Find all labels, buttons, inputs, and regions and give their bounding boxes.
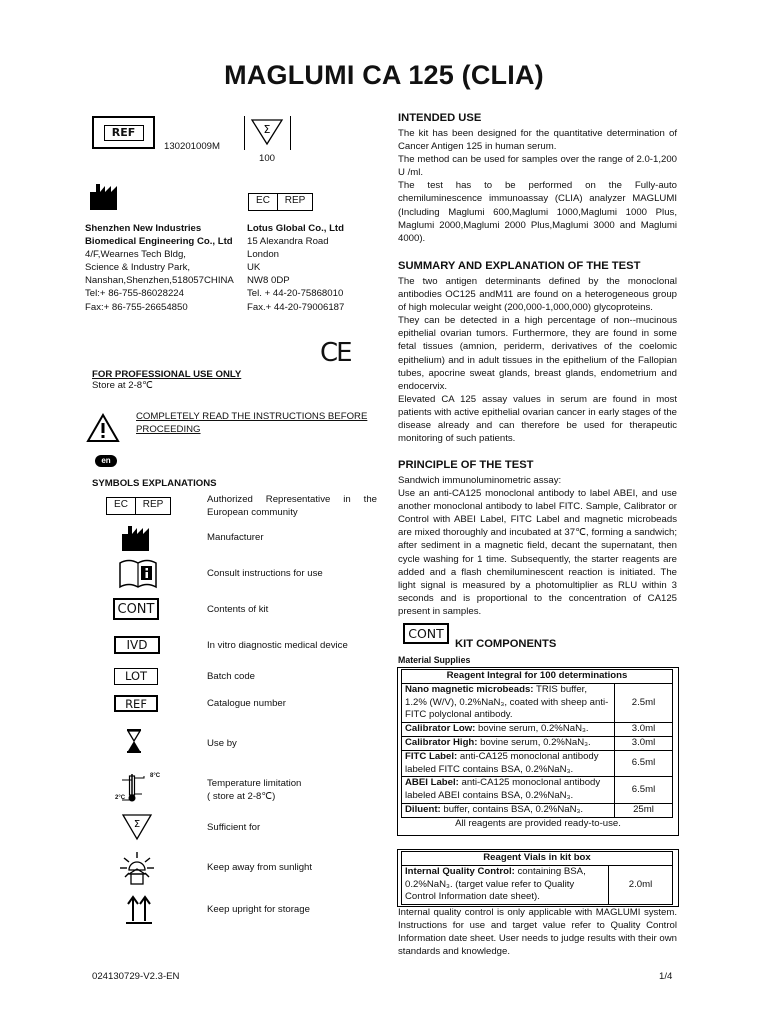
svg-text:Σ: Σ (133, 819, 141, 830)
intended-use-para-1: The kit has been designed for the quantitative determination of Cancer Antigen 125 in human serum. (398, 128, 677, 153)
principle-para-2: Use an anti-CA125 monoclonal antibody to label ABEI, and use another monoclonal antibody to label FITC. Sample, Calibrator or Control with ABEI Label, FITC Label and magnetic microbeads are mixed thoroughly and incubated at 37℃, forming a sandwich; after sediment in a magnetic field, decant the supernatant, then cycle washing for 1 time. Subsequently, the starter reagents are added and a flash chemiluminescent reaction is initiated. The light signal is measured by a photomultiplier as RLU within 3 seconds and is proportional to the concentration of CA125 present in samples. (398, 488, 677, 617)
ec-rep-icon (106, 497, 171, 515)
warning-text: COMPLETELY READ THE INSTRUCTIONS BEFORE PROCEEDING (136, 411, 368, 436)
intended-use-para-3: The test has to be performed on the Fully-auto chemiluminescence immunoassay (CLIA) analyzer MAGLUMI (Including Maglumi 600,Maglumi 1000,Maglumi 1000 Plus, Maglumi 2000,Maglumi 2000 Plus,Maglumi 3000 and Maglumi 4000). (398, 180, 677, 244)
manufacturer-address-1: 4/F,Wearnes Tech Bldg, (85, 249, 186, 261)
reagent-desc: anti-CA125 monoclonal antibody labeled ABEI contains BSA, 0.2%NaN₃. (405, 777, 601, 802)
symbols-heading: SYMBOLS EXPLANATIONS (92, 478, 217, 489)
symbol-desc-sufficient: Sufficient for (207, 822, 261, 833)
manufacturer-address (85, 222, 245, 314)
upright-arrows-icon (124, 893, 154, 925)
ec-rep-symbol (248, 193, 313, 211)
symbol-desc-sunlight: Keep away from sunlight (207, 862, 313, 873)
manufacturer-icon (90, 180, 120, 210)
manufacturer-address-3: Nanshan,Shenzhen,518057CHINA (85, 275, 234, 287)
representative-address-1: 15 Alexandra Road (247, 236, 329, 248)
reagent-desc: anti-CA125 monoclonal antibody labeled FITC contains BSA, 0.2%NaN₃. (405, 750, 599, 775)
reagent-name: FITC Label: (405, 750, 458, 762)
reagent-footer-note: All reagents are provided ready-to-use. (455, 817, 621, 829)
symbol-desc-temperature-1: Temperature limitation (207, 778, 302, 789)
summary-para-2: They can be detected in a high percentage of non--mucinous epithelial ovarian tumors. Furthermore, they are found in some fetal tissues (amnion, periderm, derivatives of the coelomic epithelium) and in adult tissues in the epithelium of the Fallopian tubes, apocrine sweat glands, breast glands, endometrium and endocervix. (398, 315, 677, 392)
rep-label: REP (284, 195, 306, 206)
manufacturer-fax: Fax:+ 86-755-26654850 (85, 301, 188, 313)
manufacturer-address-2: Science & Industry Park, (85, 262, 191, 274)
sigma-icon (120, 812, 154, 842)
sigma-icon (245, 116, 289, 150)
symbol-desc-manufacturer: Manufacturer (207, 532, 264, 543)
reagent-volume: 3.0ml (615, 736, 673, 750)
table-row (402, 723, 673, 737)
reagent-volume: 2.5ml (615, 683, 673, 722)
reagent-volume: 6.5ml (615, 750, 673, 777)
table-row (402, 750, 673, 777)
table-row (402, 865, 673, 904)
professional-use-notice: FOR PROFESSIONAL USE ONLY (92, 369, 242, 380)
manufacturer-icon (122, 523, 152, 551)
reagent-volume: 25ml (615, 803, 673, 817)
storage-notice: Store at 2-8℃ (92, 380, 153, 391)
representative-address (247, 222, 387, 314)
intended-use-para-2: The method can be used for samples over the range of 2.0-1,200 U /ml. (398, 154, 677, 179)
vials-table-header: Reagent Vials in kit box (402, 852, 673, 866)
sunlight-icon (118, 850, 156, 886)
reagent-volume: 6.5ml (615, 777, 673, 804)
page-number: 1/4 (659, 971, 673, 982)
reagent-table (401, 669, 673, 818)
rep-label: REP (142, 499, 164, 510)
cont-icon: CONT (113, 598, 159, 620)
language-badge: en (95, 455, 117, 467)
representative-fax: Fax.+ 44-20-79006187 (247, 301, 345, 313)
reagent-desc: bovine serum, 0.2%NaN₃. (475, 723, 589, 735)
symbol-desc-authorized-rep: Authorized Representative in the European community (207, 494, 377, 519)
summary-para-3: Elevated CA 125 assay values in serum are found in most patients with active epithelial ovarian cancer in early stages of the disease already and can therefore be used for therapeutic monitoring of such patients. (398, 393, 677, 445)
ref-icon: REF (114, 695, 158, 712)
reagent-vials-box (397, 849, 679, 907)
document-title: MAGLUMI CA 125 (CLIA) (224, 60, 544, 90)
vial-name: Internal Quality Control: (405, 865, 515, 877)
symbol-desc-contents: Contents of kit (207, 604, 269, 615)
sigma-symbol-box (244, 116, 291, 150)
symbol-desc-temperature-2: ( store at 2-8℃) (207, 791, 276, 803)
warning-icon (86, 413, 120, 443)
representative-address-2: London (247, 249, 280, 261)
intended-use-heading: INTENDED USE (398, 112, 482, 124)
symbol-desc-use-by: Use by (207, 738, 237, 749)
reagent-name: ABEI Label: (405, 777, 459, 789)
ec-label: EC (249, 194, 278, 210)
representative-address-4: NW8 0DP (247, 275, 290, 287)
table-row (402, 683, 673, 722)
manufacturer-name-1: Shenzhen New Industries (85, 223, 202, 234)
lot-icon: LOT (114, 668, 158, 685)
svg-text:Σ: Σ (263, 123, 271, 136)
summary-section (398, 275, 677, 445)
reagent-desc: TRIS buffer, 1.2% (W/V), 0.2%NaN₃, coated with sheep anti-FITC polyclonal antibody. (405, 683, 609, 721)
ce-mark: CE (320, 338, 351, 368)
kit-components-heading: KIT COMPONENTS (455, 638, 557, 650)
symbol-desc-temperature (207, 777, 301, 803)
temp-low-label: 2°C (115, 795, 126, 801)
manufacturer-name-2: Biomedical Engineering Co., Ltd (85, 236, 233, 248)
temp-high-label: 8°C (150, 773, 161, 779)
reagent-name: Calibrator High: (405, 736, 478, 748)
principle-heading: PRINCIPLE OF THE TEST (398, 459, 534, 471)
table-row (402, 777, 673, 804)
ivd-icon: IVD (114, 636, 160, 654)
intended-use-section (398, 127, 677, 245)
principle-para-1: Sandwich immunoluminometric assay: (398, 475, 562, 486)
iqc-note: Internal quality control is only applicable with MAGLUMI system. Instructions for use and target value refer to Quality Control Information date sheet. User needs to judge results with their own standards and knowledge. (398, 907, 677, 958)
ref-number: 130201009M (164, 141, 221, 152)
hourglass-icon (126, 728, 142, 754)
kit-cont-icon: CONT (403, 623, 449, 644)
symbol-desc-upright: Keep upright for storage (207, 904, 310, 915)
table-row (402, 736, 673, 750)
sigma-number: 100 (259, 153, 276, 164)
manufacturer-tel: Tel:+ 86-755-86028224 (85, 288, 184, 300)
symbol-desc-batch: Batch code (207, 671, 256, 682)
material-supplies-label: Material Supplies (398, 655, 471, 665)
footer-document-code: 024130729-V2.3-EN (92, 971, 180, 982)
reagent-table-header: Reagent Integral for 100 determinations (402, 670, 673, 684)
reagent-volume: 3.0ml (615, 723, 673, 737)
summary-heading: SUMMARY AND EXPLANATION OF THE TEST (398, 260, 641, 272)
reagent-name: Calibrator Low: (405, 723, 476, 735)
table-row (402, 803, 673, 817)
vial-desc: containing BSA, 0.2%NaN₃. (target value refer to Quality Control Information date sheet). (405, 865, 586, 903)
symbol-desc-ivd: In vitro diagnostic medical device (207, 640, 348, 651)
summary-para-1: The two antigen determinants defined by the monoclonal antibodies OC125 andM11 are found on a heterogeneous group of high molecular weight (200,000-1,000,000) glycoproteins. (398, 276, 677, 314)
principle-section (398, 474, 677, 618)
vial-volume: 2.0ml (609, 865, 673, 904)
representative-address-3: UK (247, 262, 261, 274)
vials-table (401, 851, 673, 905)
representative-name: Lotus Global Co., Ltd (247, 223, 344, 234)
symbol-desc-catalogue: Catalogue number (207, 698, 286, 709)
symbol-desc-consult: Consult instructions for use (207, 568, 323, 579)
reagent-integral-box (397, 667, 679, 836)
ec-label: EC (107, 498, 136, 514)
ref-symbol-box (92, 116, 155, 149)
reagent-name: Nano magnetic microbeads: (405, 683, 534, 695)
reagent-desc: bovine serum, 0.2%NaN₃. (477, 736, 591, 748)
ref-label: REF (104, 125, 144, 141)
reagent-desc: buffer, contains BSA, 0.2%NaN₃. (440, 803, 584, 815)
representative-tel: Tel. + 44-20-75868010 (247, 288, 344, 300)
consult-instructions-icon (118, 557, 158, 589)
reagent-name: Diluent: (405, 803, 441, 815)
